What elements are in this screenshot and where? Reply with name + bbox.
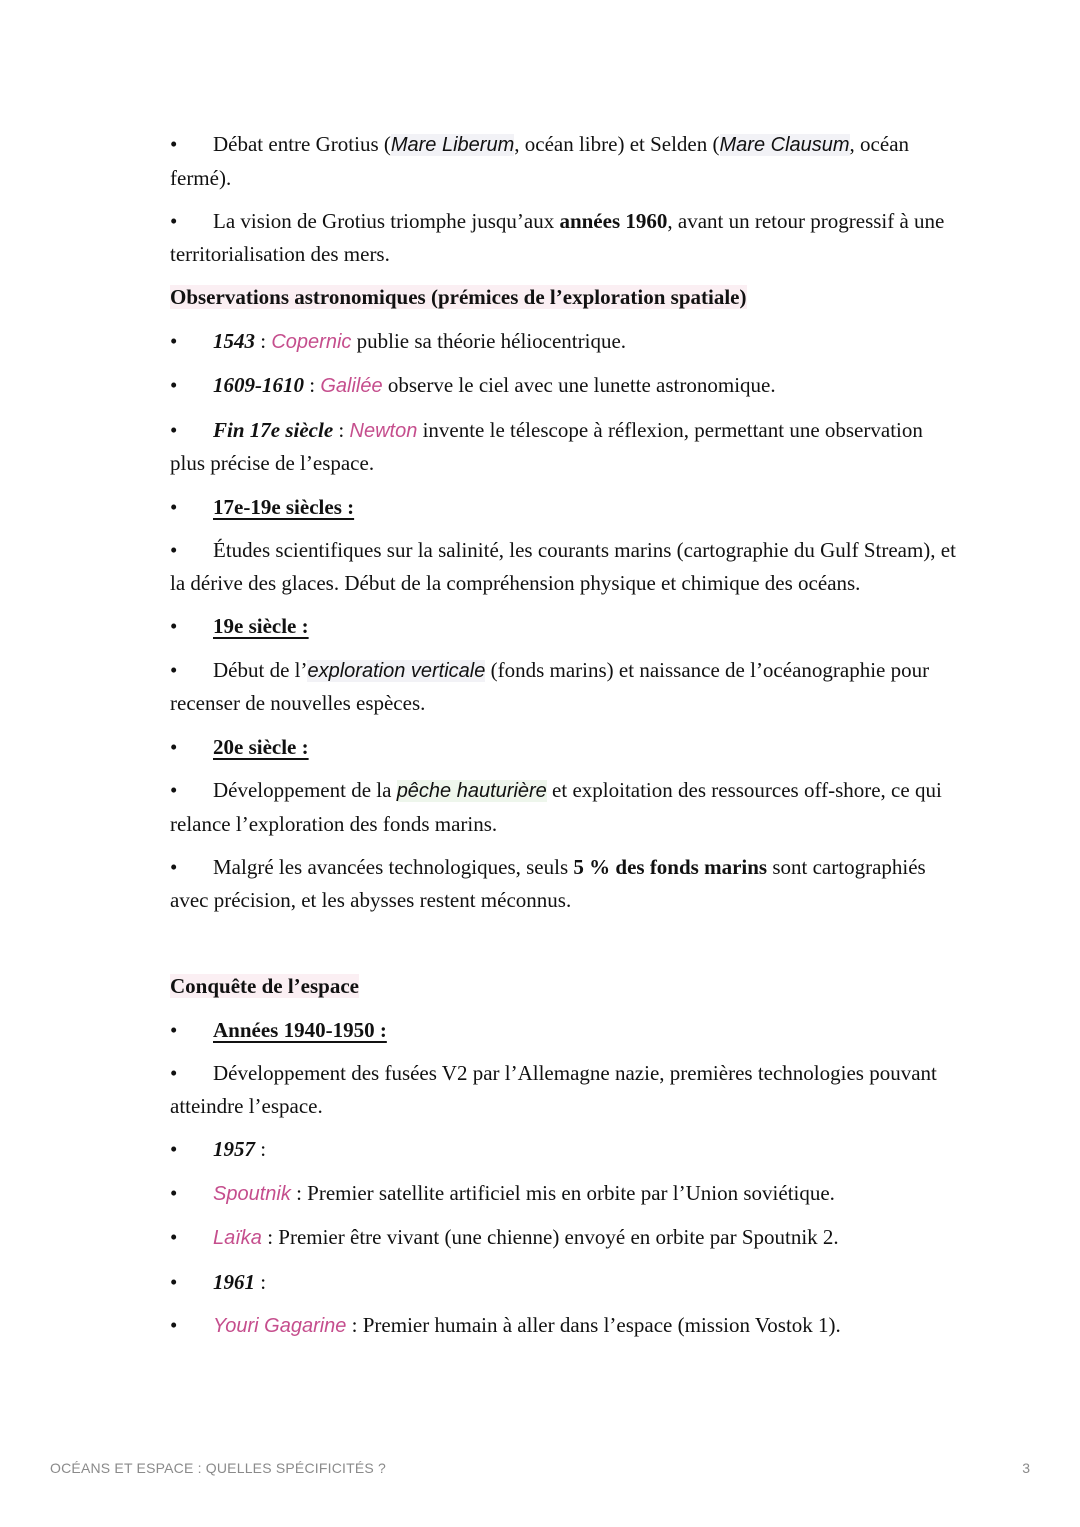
text: Développement de la <box>213 778 397 802</box>
footer-title: OCÉANS ET ESPACE : QUELLES SPÉCIFICITÉS ? <box>50 1460 387 1476</box>
text: : <box>255 1269 267 1294</box>
bullet: • <box>170 1137 178 1161</box>
person-name-copernic: Copernic <box>271 330 352 353</box>
name-spoutnik: Spoutnik <box>213 1182 291 1205</box>
text: sont cartographiés avec précision, et les abysses restent méconnus. <box>170 855 926 912</box>
text: La vision de Grotius triomphe jusqu’aux <box>213 209 560 233</box>
text: : <box>304 373 321 397</box>
section-heading-space <box>170 970 960 1003</box>
paragraph-grotius-triumph <box>170 205 960 270</box>
text: Études scientifiques sur la salinité, les courants marins (cartographie du Gulf Stream), et la dérive des glaces. Début de la compréhension physique et chimique des océans. <box>170 538 956 595</box>
bullet: • <box>170 373 178 397</box>
text: : <box>255 1137 267 1161</box>
person-name-gagarine: Youri Gagarine <box>213 1315 347 1337</box>
text: , océan libre) et Selden ( <box>514 132 720 156</box>
bullet: • <box>170 657 178 682</box>
bullet: • <box>170 1225 178 1249</box>
page-number: 3 <box>1022 1460 1030 1476</box>
emphasis-mare-liberum: Mare Liberum <box>390 134 515 156</box>
list-item-laika <box>170 1221 960 1255</box>
name-laika: Laïka <box>213 1227 262 1249</box>
bullet: • <box>170 1017 178 1042</box>
bullet: • <box>170 132 178 156</box>
bullet: • <box>170 1061 178 1085</box>
date-label: 1609-1610 <box>213 373 304 397</box>
person-name-galilee: Galilée <box>320 375 383 397</box>
text: : Premier humain à aller dans l’espace (mission Vostok 1). <box>346 1313 841 1337</box>
heading-text: Conquête de l’espace <box>170 974 359 998</box>
emphasis-peche-hauturiere: pêche hauturière <box>396 780 547 802</box>
paragraph-grotius-selden <box>170 128 960 194</box>
bullet: • <box>170 778 178 802</box>
list-item-19e <box>170 610 960 643</box>
bullet: • <box>170 417 178 442</box>
heading-text: Observations astronomiques (prémices de l’exploration spatiale) <box>170 285 747 309</box>
text: invente le télescope à réflexion, permettant une observation plus précise de l’espace. <box>170 417 923 475</box>
text: observe le ciel avec une lunette astronomique. <box>382 373 776 397</box>
bullet: • <box>170 1180 178 1205</box>
text: : <box>255 328 272 353</box>
bold-years-1960: années 1960 <box>559 209 668 233</box>
bullet: • <box>170 328 178 353</box>
date-label: 1543 <box>213 328 255 353</box>
list-item-salinity <box>170 534 960 599</box>
text: Débat entre Grotius ( <box>213 132 391 156</box>
text: : <box>333 417 350 442</box>
bullet: • <box>170 734 178 759</box>
list-item-v2 <box>170 1057 960 1122</box>
text: et exploitation des ressources off-shore, ce qui relance l’exploration des fonds marins. <box>170 778 942 836</box>
list-item-fonds-marins <box>170 851 960 916</box>
bullet: • <box>170 855 178 879</box>
list-item-gagarine <box>170 1309 960 1343</box>
section-heading-astronomy <box>170 281 960 314</box>
period-label: 17e-19e siècles : <box>213 494 355 519</box>
list-item-peche <box>170 774 960 840</box>
text: : Premier être vivant (une chienne) envoyé en orbite par Spoutnik 2. <box>261 1225 839 1249</box>
text: Malgré les avancées technologiques, seuls <box>213 855 574 879</box>
period-label: 19e siècle : <box>213 614 309 638</box>
bullet: • <box>170 538 178 562</box>
list-item-1940-1950 <box>170 1014 960 1047</box>
text: , avant un retour progressif à une territorialisation des mers. <box>170 209 945 266</box>
text: (fonds marins) et naissance de l’océanographie pour recenser de nouvelles espèces. <box>170 657 930 715</box>
period-label: 20e siècle : <box>213 734 309 759</box>
emphasis-exploration-verticale: exploration verticale <box>307 659 486 682</box>
list-item-1957 <box>170 1133 960 1166</box>
text: , océan fermé). <box>170 132 910 190</box>
list-item-vertical-exploration <box>170 654 960 720</box>
text: Développement des fusées V2 par l’Allemagne nazie, premières technologies pouvant atteindre l’espace. <box>170 1061 937 1118</box>
list-item-17e <box>170 414 960 480</box>
date-label: Fin 17e siècle <box>213 417 334 442</box>
bold-5-percent: 5 % des fonds marins <box>573 855 768 879</box>
list-item-1609 <box>170 369 960 403</box>
bullet: • <box>170 614 178 638</box>
list-item-17e-19e <box>170 491 960 524</box>
text: : Premier satellite artificiel mis en orbite par l’Union soviétique. <box>290 1180 835 1205</box>
spacer <box>170 927 960 970</box>
text: Début de l’ <box>213 657 308 682</box>
list-item-spoutnik <box>170 1177 960 1211</box>
list-item-20e <box>170 731 960 764</box>
bullet: • <box>170 1269 178 1294</box>
list-item-1543 <box>170 325 960 359</box>
date-label: 1957 <box>213 1137 255 1161</box>
page-content <box>170 128 960 1354</box>
date-label: 1961 <box>213 1269 255 1294</box>
bullet: • <box>170 209 178 233</box>
emphasis-mare-clausum: Mare Clausum <box>719 134 850 156</box>
person-name-newton: Newton <box>349 419 418 442</box>
list-item-1961 <box>170 1266 960 1299</box>
period-label: Années 1940-1950 : <box>213 1017 387 1042</box>
bullet: • <box>170 1313 178 1337</box>
bullet: • <box>170 494 178 519</box>
text: publie sa théorie héliocentrique. <box>351 328 627 353</box>
